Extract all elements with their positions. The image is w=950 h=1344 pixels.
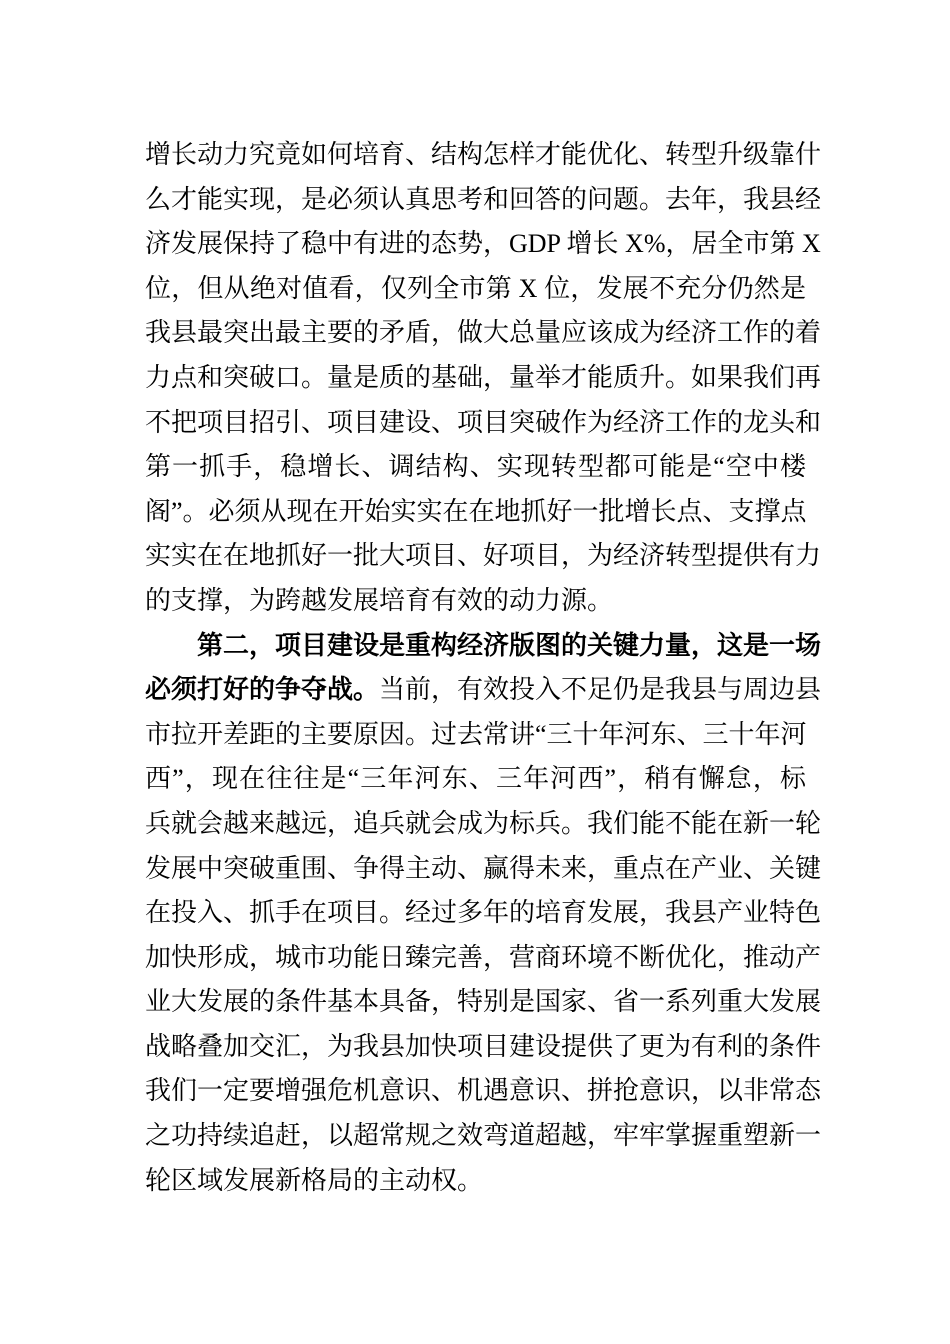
text-line: 不把项目招引、项目建设、项目突破作为经济工作的龙头和 (145, 407, 822, 437)
text-line: 西”，现在往往是“三年河东、三年河西”，稍有懈怠，标 (145, 764, 806, 794)
paragraph-1 (145, 133, 822, 624)
text-line: 位，但从绝对值看，仅列全市第 X 位，发展不充分仍然是 (145, 273, 806, 303)
text-line: 的支撑，为跨越发展培育有效的动力源。 (145, 585, 614, 615)
text-line (145, 668, 822, 713)
text-line: 我县最突出最主要的矛盾，做大总量应该成为经济工作的着 (145, 318, 822, 348)
text-line: 我们一定要增强危机意识、机遇意识、拼抢意识，以非常态 (145, 1076, 822, 1106)
text-line: 业大发展的条件基本具备，特别是国家、省一系列重大发展 (145, 987, 822, 1017)
text-line: 兵就会越来越远，追兵就会成为标兵。我们能不能在新一轮 (145, 808, 822, 838)
text-line: 加快形成，城市功能日臻完善，营商环境不断优化，推动产 (145, 942, 822, 972)
text-line: 在投入、抓手在项目。经过多年的培育发展，我县产业特色 (145, 898, 822, 928)
text-line: 阁”。必须从现在开始实实在在地抓好一批增长点、支撑点 (145, 496, 807, 526)
text-line: 战略叠加交汇，为我县加快项目建设提供了更为有利的条件 (145, 1031, 822, 1061)
paragraph-2 (145, 624, 822, 1204)
text-line: 增长动力究竟如何培育、结构怎样才能优化、转型升级靠什 (145, 140, 822, 169)
text-line: 力点和突破口。量是质的基础，量举才能质升。如果我们再 (145, 362, 822, 392)
text-line: 轮区域发展新格局的主动权。 (145, 1165, 484, 1195)
text-line: 市拉开差距的主要原因。过去常讲“三十年河东、三十年河 (145, 719, 807, 749)
text-line: 实实在在地抓好一批大项目、好项目，为经济转型提供有力 (145, 541, 822, 571)
text-line: 发展中突破重围、争得主动、赢得未来，重点在产业、关键 (145, 853, 822, 883)
text-line: 第一抓手，稳增长、调结构、实现转型都可能是“空中楼 (145, 452, 806, 482)
section-heading-tail: 必须打好的争夺战。 (145, 675, 380, 705)
text-line: 济发展保持了稳中有进的态势，GDP 增长 X%，居全市第 X (145, 229, 821, 259)
text-line: 之功持续追赶，以超常规之效弯道超越，牢牢掌握重塑新一 (145, 1121, 822, 1151)
section-heading: 第二，项目建设是重构经济版图的关键力量，这是一场 (197, 630, 822, 660)
document-page (145, 133, 822, 1203)
text-line: 么才能实现，是必须认真思考和回答的问题。去年，我县经 (145, 184, 822, 214)
text-span: 当前，有效投入不足仍是我县与周边县 (379, 675, 822, 705)
